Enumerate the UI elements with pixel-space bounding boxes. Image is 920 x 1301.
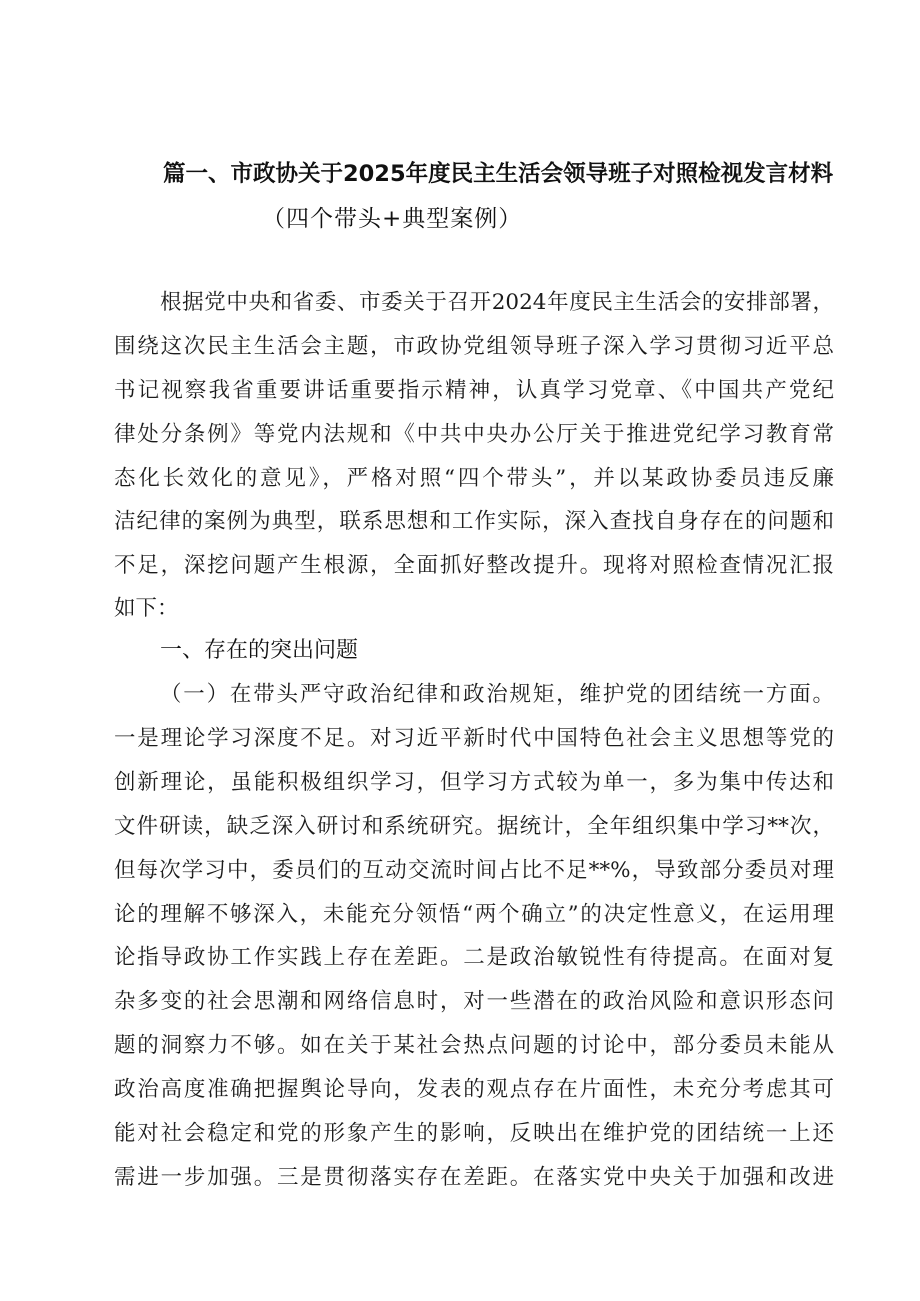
intro-line: 如下：	[114, 596, 179, 621]
body-line: 题的洞察力不够。如在关于某社会热点问题的讨论中，部分委员未能从	[114, 1033, 834, 1058]
intro-line: 不足，深挖问题产生根源，全面抓好整改提升。现将对照检查情况汇报	[114, 553, 834, 578]
body-line: 但每次学习中，委员们的互动交流时间占比不足**%，导致部分委员对理	[114, 858, 834, 883]
body-line: （一）在带头严守政治纪律和政治规矩，维护党的团结统一方面。	[160, 682, 834, 707]
body-line: 一是理论学习深度不足。对习近平新时代中国特色社会主义思想等党的	[114, 726, 834, 751]
body-line: 需进一步加强。三是贯彻落实存在差距。在落实党中央关于加强和改进	[114, 1165, 834, 1190]
intro-line: 根据党中央和省委、市委关于召开2024年度民主生活会的安排部署，	[160, 290, 834, 315]
body-line: 论的理解不够深入，未能充分领悟“两个确立”的决定性意义，在运用理	[114, 902, 834, 927]
section-heading: 一、存在的突出问题	[160, 638, 359, 663]
document-title: 篇一、市政协关于2025年度民主生活会领导班子对照检视发言材料	[163, 161, 834, 187]
body-line: 论指导政协工作实践上存在差距。二是政治敏锐性有待提高。在面对复	[114, 945, 834, 970]
intro-line: 书记视察我省重要讲话重要指示精神，认真学习党章、《中国共产党纪	[114, 378, 834, 403]
intro-line: 律处分条例》等党内法规和《中共中央办公厅关于推进党纪学习教育常	[114, 422, 834, 447]
document-subtitle: （四个带头+典型案例）	[262, 206, 523, 232]
intro-line: 围绕这次民主生活会主题，市政协党组领导班子深入学习贯彻习近平总	[114, 334, 834, 359]
body-line: 文件研读，缺乏深入研讨和系统研究。据统计，全年组织集中学习**次，	[114, 814, 834, 839]
body-line: 政治高度准确把握舆论导向，发表的观点存在片面性，未充分考虑其可	[114, 1077, 834, 1102]
intro-line: 态化长效化的意见》，严格对照“四个带头”，并以某政协委员违反廉	[114, 466, 834, 491]
intro-line: 洁纪律的案例为典型，联系思想和工作实际，深入查找自身存在的问题和	[114, 509, 834, 534]
body-line: 能对社会稳定和党的形象产生的影响，反映出在维护党的团结统一上还	[114, 1121, 834, 1146]
body-line: 创新理论，虽能积极组织学习，但学习方式较为单一，多为集中传达和	[114, 770, 834, 795]
body-line: 杂多变的社会思潮和网络信息时，对一些潜在的政治风险和意识形态问	[114, 989, 834, 1014]
